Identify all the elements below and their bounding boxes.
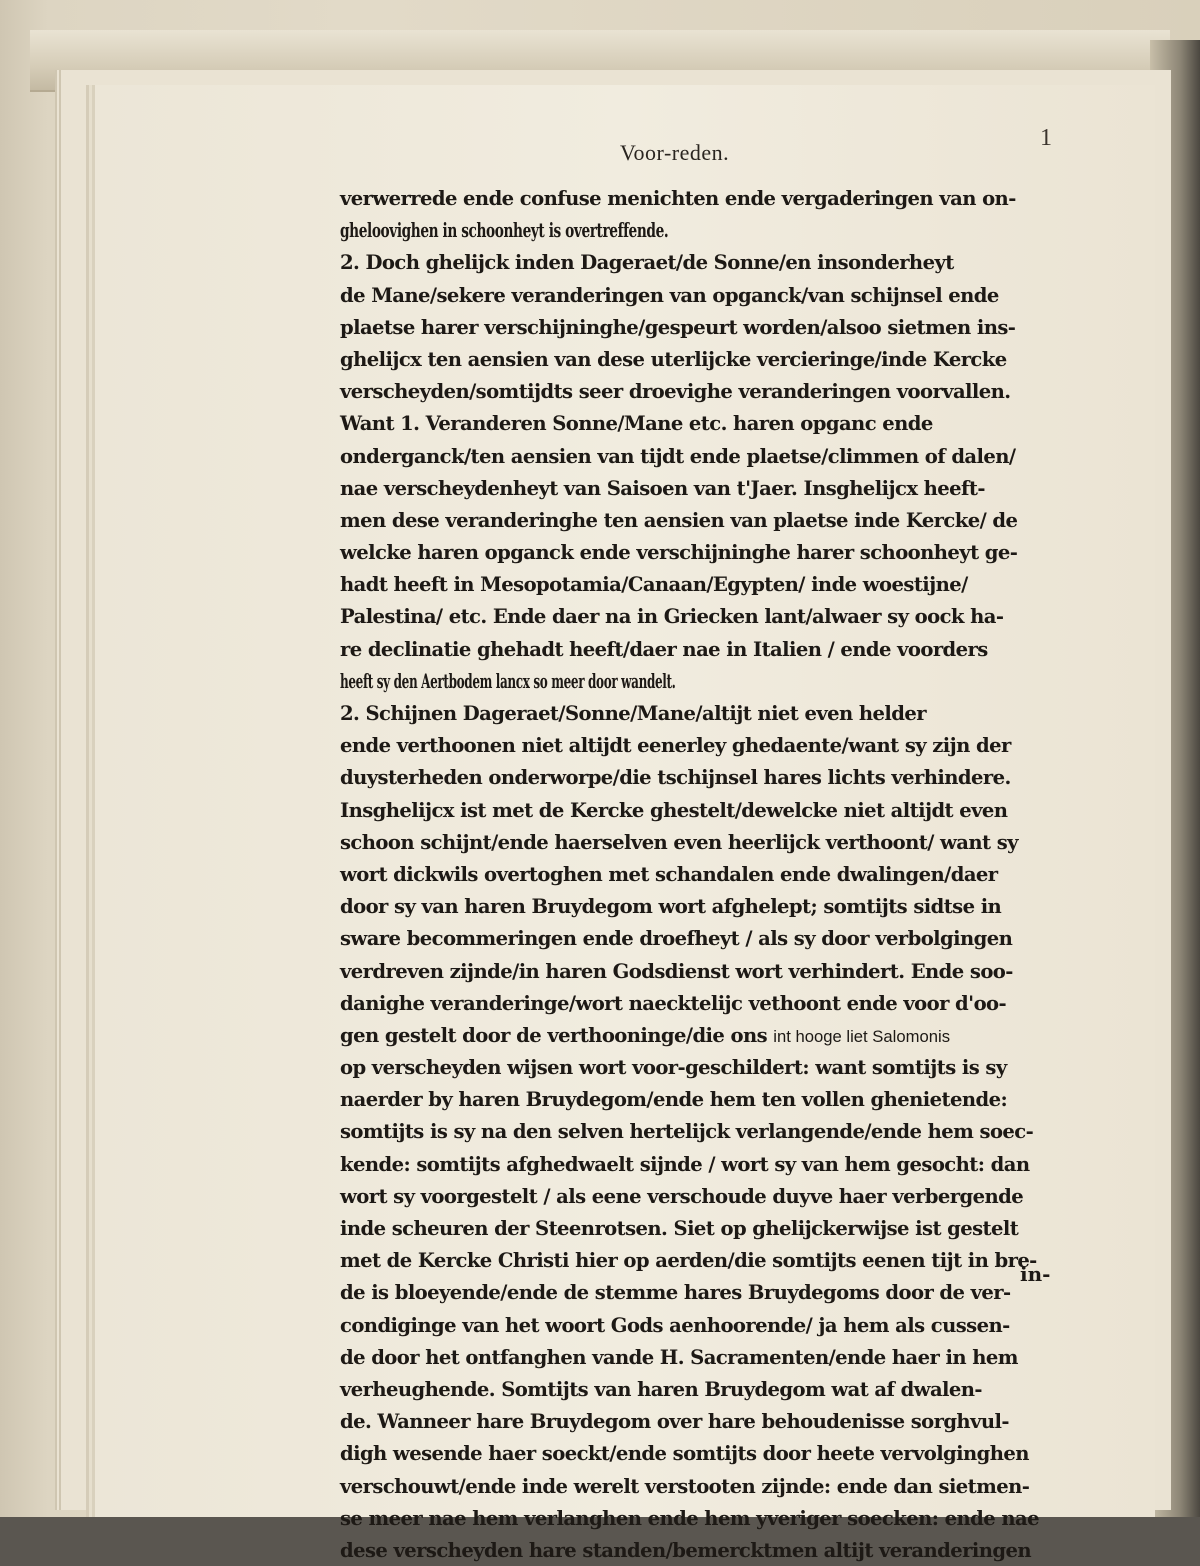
text-line: duysterheden onderworpe/die tschijnsel hares lichts verhindere. (340, 765, 1011, 790)
text-line: gheloovighen in schoonheyt is overtreffende. (340, 218, 669, 243)
text-line: dese verscheyden hare standen/bemercktmen altijt veranderingen (340, 1537, 1031, 1562)
text-line: verscheyden/somtijdts seer droevighe veranderingen voorvallen. (340, 379, 1011, 404)
text-line: digh wesende haer soeckt/ende somtijts door heete vervolginghen (340, 1441, 1029, 1466)
corner-mark: 1 (1040, 125, 1052, 151)
text-line: wort sy voorgestelt / als eene verschoude duyve haer verbergende (340, 1183, 1024, 1208)
catchword: in- (1020, 1262, 1051, 1286)
text-line: door sy van haren Bruydegom wort afghelept; somtijts sidtse in (340, 894, 1002, 919)
text-line: wort dickwils overtoghen met schandalen ende dwalingen/daer (340, 861, 998, 886)
text-line: verdreven zijnde/in haren Godsdienst wort verhindert. Ende soo- (340, 958, 1013, 983)
text-line: 2. Schijnen Dageraet/Sonne/Mane/altijt niet even helder (340, 701, 926, 725)
text-line: Insghelijcx ist met de Kercke ghestelt/dewelcke niet altijdt even (340, 797, 1008, 822)
text-line: inde scheuren der Steenrotsen. Siet op ghelijckerwijse ist gestelt (340, 1216, 1019, 1240)
text-line: ghelijcx ten aensien van dese uterlijcke vercieringe/inde Kercke (340, 346, 1007, 371)
text-line: de Mane/sekere veranderingen van opganck/van schijnsel ende (340, 282, 999, 307)
text-line: re declinatie ghehadt heeft/daer nae in Italien / ende voorders (340, 636, 988, 661)
text-line: de is bloeyende/ende de stemme hares Bruydegoms door de ver- (340, 1280, 1011, 1305)
text-line: onderganck/ten aensien van tijdt ende plaetse/climmen of dalen/ (340, 443, 1016, 468)
text-line: heeft sy den Aertbodem lancx so meer door wandelt. (340, 668, 676, 693)
text-line: welcke haren opganck ende verschijninghe harer schoonheyt ge- (340, 540, 1018, 565)
text-line: met de Kercke Christi hier op aerden/die somtijts eenen tijt in bre- (340, 1248, 1037, 1273)
text-line: nae verscheydenheyt van Saisoen van t'Jaer. Insghelijcx heeft- (340, 475, 985, 500)
text-line: de. Wanneer hare Bruydegom over hare behoudenisse sorghvul- (340, 1409, 1009, 1434)
text-line: gen gestelt door de verthooninge/die ons int hooge liet Salomonis (340, 1022, 951, 1047)
text-line: plaetse harer verschijninghe/gespeurt worden/alsoo sietmen ins- (340, 314, 1016, 339)
text-line: verheughende. Somtijts van haren Bruydegom wat af dwalen- (340, 1376, 982, 1401)
text-line: Palestina/ etc. Ende daer na in Griecken lant/alwaer sy oock ha- (340, 604, 1004, 629)
text-line: hadt heeft in Mesopotamia/Canaan/Egypten/ inde woestijne/ (340, 572, 968, 597)
text-line: somtijts is sy na den selven hertelijck verlangende/ende hem soec- (340, 1119, 1034, 1144)
text-line: naerder by haren Bruydegom/ende hem ten vollen ghenietende: (340, 1087, 1008, 1112)
text-line: kende: somtijts afghedwaelt sijnde / wort sy van hem gesocht: dan (340, 1151, 1030, 1176)
text-line: schoon schijnt/ende haerselven even heerlijck verthoont/ want sy (340, 829, 1018, 854)
text-line: de door het ontfanghen vande H. Sacramenten/ende haer in hem (340, 1344, 1018, 1369)
text-line: Want 1. Veranderen Sonne/Mane etc. haren opganc ende (340, 411, 933, 436)
text-line: danighe veranderinge/wort naecktelijc vethoont ende voor d'oo- (340, 990, 1007, 1015)
text-line: se meer nae hem verlanghen ende hem yveriger soecken: ende nae (340, 1505, 1039, 1530)
text-line: verschouwt/ende inde werelt verstooten zijnde: ende dan sietmen- (340, 1473, 1030, 1498)
text-line: ende verthoonen niet altijdt eenerley ghedaente/want sy zijn der (340, 733, 1011, 758)
text-line: op verscheyden wijsen wort voor-geschildert: want somtijts is sy (340, 1055, 1007, 1080)
inline-roman-text: int hooge liet Salomonis (773, 1026, 951, 1046)
text-line: condiginge van het woort Gods aenhoorende/ ja hem als cussen- (340, 1312, 1010, 1337)
body-text (340, 182, 1055, 1566)
text-line: sware becommeringen ende droefheyt / als sy door verbolgingen (340, 926, 1013, 951)
text-line: 2. Doch ghelijck inden Dageraet/de Sonne/en insonderheyt (340, 250, 954, 275)
text-line: verwerrede ende confuse menichten ende vergaderingen van on- (340, 186, 1016, 210)
text-line: men dese veranderinghe ten aensien van plaetse inde Kercke/ de (340, 507, 1018, 532)
running-head: Voor-reden. (620, 140, 730, 165)
